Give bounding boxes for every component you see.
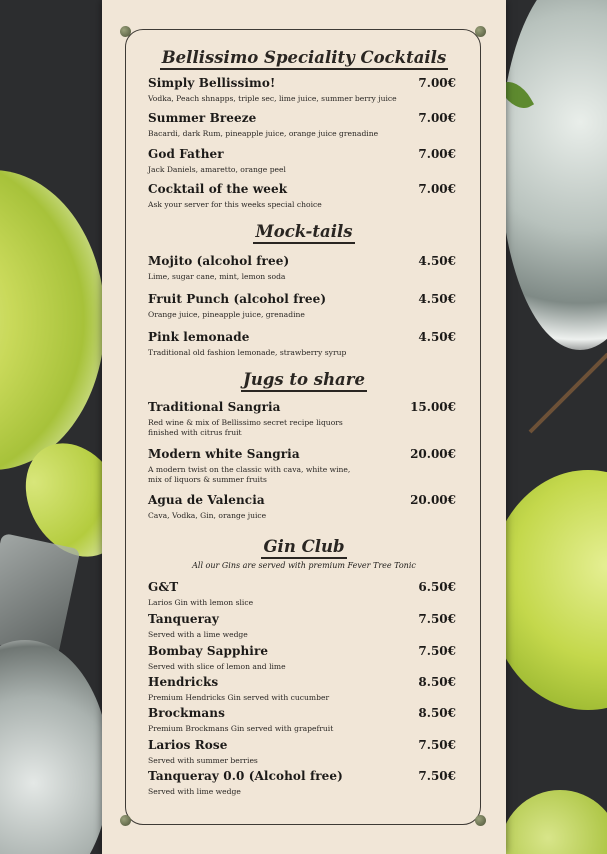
item-description	[148, 465, 460, 485]
item-name: Simply Bellissimo!	[148, 76, 276, 90]
menu-item	[148, 76, 460, 111]
menu-item	[148, 447, 460, 493]
menu-item	[148, 675, 460, 706]
item-price: 20.00€	[410, 493, 456, 507]
menu-content	[148, 46, 460, 800]
item-description: Premium Hendricks Gin served with cucumber	[148, 693, 330, 702]
item-name: G&T	[148, 580, 179, 594]
menu-item	[148, 254, 460, 292]
item-description: Served with summer berries	[148, 756, 258, 765]
item-price: 7.50€	[418, 738, 456, 752]
item-name: Pink lemonade	[148, 330, 250, 344]
item-description: Jack Daniels, amaretto, orange peel	[148, 165, 286, 174]
item-description: Premium Brockmans Gin served with grapefruit	[148, 724, 334, 733]
item-name: Tanqueray	[148, 612, 220, 626]
item-name: Modern white Sangria	[148, 447, 300, 461]
menu-item	[148, 493, 460, 535]
item-price: 6.50€	[418, 580, 456, 594]
glass-image	[500, 0, 607, 350]
item-name: Cocktail of the week	[148, 182, 288, 196]
corner-pin-icon	[475, 815, 486, 826]
mint-stem-image	[529, 353, 607, 434]
item-description: Larios Gin with lemon slice	[148, 598, 254, 607]
item-description-line: mix of liquors & summer fruits	[148, 475, 267, 484]
item-description: Served with lime wedge	[148, 787, 241, 796]
item-name: God Father	[148, 147, 224, 161]
menu-item	[148, 738, 460, 769]
item-description: Lime, sugar cane, mint, lemon soda	[148, 272, 286, 281]
item-description: Served with slice of lemon and lime	[148, 662, 286, 671]
item-price: 7.50€	[418, 612, 456, 626]
lime-slice-image	[500, 790, 607, 854]
item-price: 7.00€	[418, 76, 456, 90]
item-description-line: A modern twist on the classic with cava, white wine,	[148, 465, 351, 474]
item-price: 15.00€	[410, 400, 456, 414]
item-description: Bacardi, dark Rum, pineapple juice, orange juice grenadine	[148, 129, 379, 138]
menu-item	[148, 111, 460, 147]
item-price: 4.50€	[418, 292, 456, 306]
corner-pin-icon	[475, 26, 486, 37]
section-title-jugs: Jugs to share	[148, 368, 460, 392]
menu-item	[148, 769, 460, 800]
lime-slice-image	[0, 170, 105, 470]
menu-item	[148, 330, 460, 368]
item-description: Vodka, Peach shnapps, triple sec, lime juice, summer berry juice	[148, 94, 397, 103]
item-name: Mojito (alcohol free)	[148, 254, 290, 268]
gin-note: All our Gins are served with premium Fever Tree Tonic	[192, 561, 416, 570]
menu-item	[148, 292, 460, 330]
item-name: Tanqueray 0.0 (Alcohol free)	[148, 769, 343, 783]
item-name: Traditional Sangria	[148, 400, 281, 414]
menu-card	[102, 0, 506, 854]
item-description: Orange juice, pineapple juice, grenadine	[148, 310, 305, 319]
item-price: 4.50€	[418, 330, 456, 344]
item-price: 8.50€	[418, 675, 456, 689]
item-name: Larios Rose	[148, 738, 228, 752]
menu-item	[148, 182, 460, 220]
menu-item	[148, 580, 460, 612]
item-name: Hendricks	[148, 675, 219, 689]
section-title-cocktails: Bellissimo Speciality Cocktails	[148, 46, 460, 70]
item-name: Agua de Valencia	[148, 493, 265, 507]
menu-item	[148, 612, 460, 644]
item-price: 7.00€	[418, 111, 456, 125]
item-description: Cava, Vodka, Gin, orange juice	[148, 511, 267, 520]
corner-pin-icon	[120, 815, 131, 826]
item-price: 7.50€	[418, 769, 456, 783]
item-description-line: finished with citrus fruit	[148, 428, 242, 437]
menu-item	[148, 400, 460, 447]
item-description: Served with a lime wedge	[148, 630, 248, 639]
section-title-gin: Gin Club	[148, 535, 460, 559]
item-price: 4.50€	[418, 254, 456, 268]
item-description	[148, 418, 460, 438]
item-price: 20.00€	[410, 447, 456, 461]
item-price: 8.50€	[418, 706, 456, 720]
item-name: Fruit Punch (alcohol free)	[148, 292, 327, 306]
menu-item	[148, 706, 460, 738]
corner-pin-icon	[120, 26, 131, 37]
item-description-line: Red wine & mix of Bellissimo secret recipe liquors	[148, 418, 343, 427]
ice-cube-image	[0, 533, 81, 657]
section-title-mocktails: Mock-tails	[148, 220, 460, 244]
menu-item	[148, 147, 460, 182]
item-name: Bombay Sapphire	[148, 644, 269, 658]
item-description: Ask your server for this weeks special choice	[148, 200, 322, 209]
item-name: Brockmans	[148, 706, 225, 720]
item-price: 7.50€	[418, 644, 456, 658]
item-price: 7.00€	[418, 182, 456, 196]
item-description: Traditional old fashion lemonade, strawberry syrup	[148, 348, 347, 357]
item-name: Summer Breeze	[148, 111, 257, 125]
glass-image	[0, 640, 110, 854]
menu-item	[148, 644, 460, 675]
item-price: 7.00€	[418, 147, 456, 161]
